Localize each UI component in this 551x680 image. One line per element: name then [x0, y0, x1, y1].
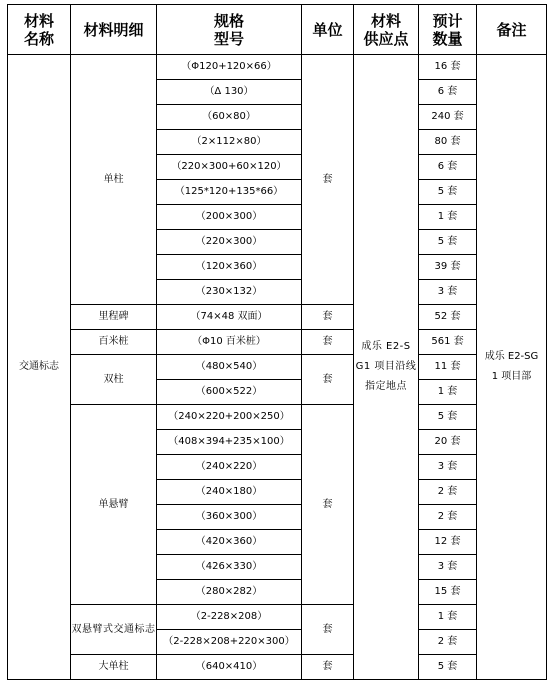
spec-cell: （Φ10 百米桩）	[157, 330, 302, 355]
quantity-cell: 240 套	[419, 105, 477, 130]
unit-cell: 套	[302, 655, 354, 680]
spec-cell: （74×48 双面）	[157, 305, 302, 330]
detail-cell: 单悬臂	[71, 405, 157, 605]
table-row	[8, 330, 547, 355]
quantity-cell: 39 套	[419, 255, 477, 280]
spec-cell: （240×180）	[157, 480, 302, 505]
header-supply-point: 材料 供应点	[354, 5, 419, 55]
spec-cell: （2×112×80）	[157, 130, 302, 155]
detail-cell: 百米桩	[71, 330, 157, 355]
quantity-cell: 16 套	[419, 55, 477, 80]
quantity-cell: 3 套	[419, 455, 477, 480]
unit-cell: 套	[302, 55, 354, 305]
quantity-cell: 6 套	[419, 155, 477, 180]
spec-cell: （230×132）	[157, 280, 302, 305]
quantity-cell: 20 套	[419, 430, 477, 455]
spec-cell: （280×282）	[157, 580, 302, 605]
quantity-cell: 11 套	[419, 355, 477, 380]
spec-cell: （200×300）	[157, 205, 302, 230]
unit-cell: 套	[302, 355, 354, 405]
header-quantity: 预计 数量	[419, 5, 477, 55]
spec-cell: （420×360）	[157, 530, 302, 555]
detail-cell: 单柱	[71, 55, 157, 305]
quantity-cell: 3 套	[419, 555, 477, 580]
spec-cell: （240×220+200×250）	[157, 405, 302, 430]
header-material-name: 材料 名称	[8, 5, 71, 55]
quantity-cell: 52 套	[419, 305, 477, 330]
spec-cell: （Φ120+120×66）	[157, 55, 302, 80]
quantity-cell: 5 套	[419, 655, 477, 680]
header-spec: 规格 型号	[157, 5, 302, 55]
quantity-cell: 1 套	[419, 380, 477, 405]
spec-cell: （240×220）	[157, 455, 302, 480]
quantity-cell: 3 套	[419, 280, 477, 305]
table-row	[8, 305, 547, 330]
spec-cell: （Δ 130）	[157, 80, 302, 105]
quantity-cell: 1 套	[419, 205, 477, 230]
remark-cell: 成乐 E2-SG 1 项目部	[477, 55, 547, 680]
spec-cell: （220×300）	[157, 230, 302, 255]
table-row	[8, 655, 547, 680]
material-name-cell: 交通标志	[8, 55, 71, 680]
detail-cell: 里程碑	[71, 305, 157, 330]
spec-cell: （426×330）	[157, 555, 302, 580]
unit-cell: 套	[302, 305, 354, 330]
spec-cell: （2-228×208+220×300）	[157, 630, 302, 655]
quantity-cell: 2 套	[419, 630, 477, 655]
quantity-cell: 6 套	[419, 80, 477, 105]
spec-cell: （125*120+135*66）	[157, 180, 302, 205]
spec-cell: （220×300+60×120）	[157, 155, 302, 180]
header-remark: 备注	[477, 5, 547, 55]
spec-cell: （60×80）	[157, 105, 302, 130]
header-material-detail: 材料明细	[71, 5, 157, 55]
spec-cell: （600×522）	[157, 380, 302, 405]
header-unit: 单位	[302, 5, 354, 55]
unit-cell: 套	[302, 330, 354, 355]
spec-cell: （2-228×208）	[157, 605, 302, 630]
quantity-cell: 2 套	[419, 480, 477, 505]
unit-cell: 套	[302, 405, 354, 605]
spec-cell: （640×410）	[157, 655, 302, 680]
header-row	[8, 5, 547, 55]
table-row	[8, 55, 547, 80]
quantity-cell: 5 套	[419, 230, 477, 255]
spec-cell: （120×360）	[157, 255, 302, 280]
table-row	[8, 405, 547, 430]
quantity-cell: 12 套	[419, 530, 477, 555]
quantity-cell: 80 套	[419, 130, 477, 155]
quantity-cell: 15 套	[419, 580, 477, 605]
quantity-cell: 2 套	[419, 505, 477, 530]
detail-cell: 双柱	[71, 355, 157, 405]
detail-cell: 双悬臂式交通标志	[71, 605, 157, 655]
quantity-cell: 5 套	[419, 405, 477, 430]
unit-cell: 套	[302, 605, 354, 655]
detail-cell: 大单柱	[71, 655, 157, 680]
spec-cell: （408×394+235×100）	[157, 430, 302, 455]
supply-point-cell: 成乐 E2-S G1 项目沿线指定地点	[354, 55, 419, 680]
table-row	[8, 605, 547, 630]
quantity-cell: 1 套	[419, 605, 477, 630]
table-row	[8, 355, 547, 380]
table-body	[8, 55, 547, 680]
spec-cell: （480×540）	[157, 355, 302, 380]
quantity-cell: 5 套	[419, 180, 477, 205]
quantity-cell: 561 套	[419, 330, 477, 355]
spec-cell: （360×300）	[157, 505, 302, 530]
materials-table	[7, 4, 547, 680]
